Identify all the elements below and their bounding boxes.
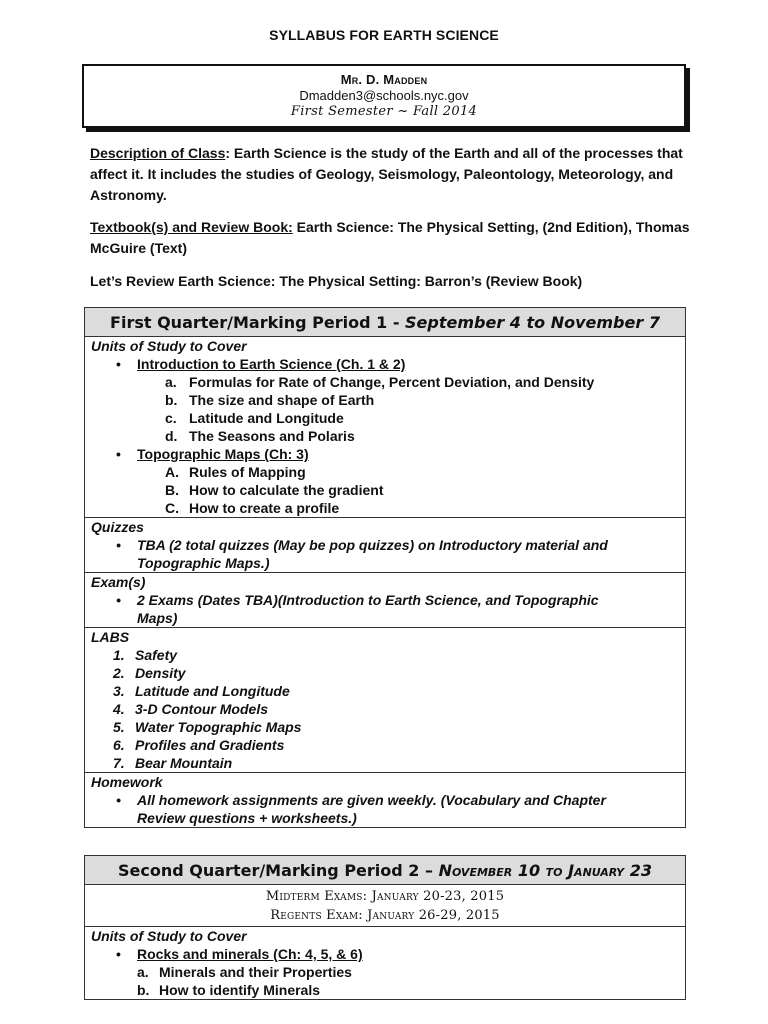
review-book: Let’s Review Earth Science: The Physical Setting: Barron’s (Review Book) <box>90 273 583 289</box>
lab-item-label: 2. <box>113 665 125 681</box>
lab-item-6 <box>85 736 685 754</box>
unit2-subtopic-label: B. <box>165 482 179 498</box>
q2-unit1-subtopic-text: How to identify Minerals <box>159 982 321 998</box>
teacher-info-box <box>82 64 686 128</box>
unit2-subtopic-text: How to create a profile <box>189 500 340 516</box>
midterm-exams: Midterm Exams: January 20-23, 2015 <box>265 889 505 904</box>
q2-unit1-subtopic-1 <box>85 963 685 981</box>
unit2-subtopic-label: C. <box>165 500 179 516</box>
unit2-subtopic-1 <box>85 463 685 481</box>
quizzes-text: • TBA (2 total quizzes (May be pop quizzes) on Introductory material and Topographic Maps.) <box>85 536 685 572</box>
lab-item-4 <box>85 700 685 718</box>
description-label: Description of Class <box>90 145 226 161</box>
regents-exam: Regents Exam: January 26-29, 2015 <box>270 908 500 923</box>
exams-row <box>85 573 685 628</box>
unit2-subtopic-2 <box>85 481 685 499</box>
lab-item-text: Profiles and Gradients <box>135 737 285 753</box>
lab-item-2 <box>85 664 685 682</box>
q2-units-title: Units of Study to Cover <box>91 928 247 944</box>
lab-item-text: Density <box>135 665 186 681</box>
first-quarter-section <box>84 307 686 828</box>
unit2-items <box>85 463 685 517</box>
units-of-study-row <box>85 337 685 518</box>
exams-text: • 2 Exams (Dates TBA)(Introduction to Earth Science, and Topographic Maps) <box>85 591 685 627</box>
unit1-subtopic-text: Formulas for Rate of Change, Percent Deviation, and Density <box>189 374 595 390</box>
lab-item-text: Bear Mountain <box>135 755 233 771</box>
labs-list <box>85 646 685 772</box>
document-title: SYLLABUS FOR EARTH SCIENCE <box>269 27 499 43</box>
lab-item-5 <box>85 718 685 736</box>
unit1-subtopic-text: The Seasons and Polaris <box>189 428 355 444</box>
teacher-email: Dmadden3@schools.nyc.gov <box>299 88 469 103</box>
unit1-subtopic-label: b. <box>165 392 178 408</box>
unit1-subtopic-1 <box>85 373 685 391</box>
lab-item-label: 3. <box>113 683 125 699</box>
q2-unit1-items <box>85 963 685 999</box>
textbook-label: Textbook(s) and Review Book: <box>90 219 293 235</box>
unit1-subtopic-4 <box>85 427 685 445</box>
lab-item-1 <box>85 646 685 664</box>
lab-item-text: Safety <box>135 647 178 663</box>
unit-intro-earth-science: • Introduction to Earth Science (Ch. 1 & 2) <box>85 355 685 373</box>
labs-title: LABS <box>91 629 130 645</box>
unit1-subtopic-text: The size and shape of Earth <box>189 392 375 408</box>
textbook-text: Earth Science: The Physical Setting, (2nd Edition), Thomas McGuire (Text) <box>90 219 690 256</box>
unit1-subtopic-3 <box>85 409 685 427</box>
second-quarter-heading <box>85 856 685 885</box>
unit-rocks-minerals: • Rocks and minerals (Ch: 4, 5, & 6) <box>85 945 685 963</box>
unit2-subtopic-label: A. <box>165 464 179 480</box>
units-title: Units of Study to Cover <box>91 338 247 354</box>
lab-item-label: 1. <box>113 647 125 663</box>
unit1-subtopic-label: d. <box>165 428 178 444</box>
homework-row <box>85 773 685 827</box>
quizzes-title: Quizzes <box>91 519 144 535</box>
unit1-subtopic-text: Latitude and Longitude <box>189 410 344 426</box>
unit-topographic-maps: • Topographic Maps (Ch: 3) <box>85 445 685 463</box>
lab-item-text: 3-D Contour Models <box>135 701 268 717</box>
second-quarter-title: Second Quarter/Marking Period 2 – <box>118 861 439 880</box>
exams-title: Exam(s) <box>91 574 146 590</box>
homework-text: • All homework assignments are given weekly. (Vocabulary and Chapter Review questions + worksheets.) <box>85 791 685 827</box>
q2-unit1-subtopic-text: Minerals and their Properties <box>159 964 352 980</box>
unit2-subtopic-3 <box>85 499 685 517</box>
unit1-items <box>85 373 685 445</box>
exam-dates-row <box>85 885 685 927</box>
teacher-name: Mr. D. Madden <box>340 72 428 87</box>
quizzes-row <box>85 518 685 573</box>
second-quarter-dates: November 10 to January 23 <box>438 861 652 880</box>
first-quarter-heading <box>85 308 685 337</box>
unit1-subtopic-label: c. <box>165 410 177 426</box>
homework-title: Homework <box>91 774 163 790</box>
unit1-subtopic-2 <box>85 391 685 409</box>
labs-row <box>85 628 685 773</box>
q2-unit1-subtopic-label: a. <box>137 964 149 980</box>
q2-unit1-subtopic-2 <box>85 981 685 999</box>
lab-item-label: 4. <box>113 701 125 717</box>
lab-item-7 <box>85 754 685 772</box>
unit1-subtopic-label: a. <box>165 374 177 390</box>
first-quarter-dates: September 4 to November 7 <box>405 313 660 332</box>
lab-item-text: Water Topographic Maps <box>135 719 302 735</box>
lab-item-text: Latitude and Longitude <box>135 683 290 699</box>
q2-units-row <box>85 927 685 999</box>
first-quarter-title: First Quarter/Marking Period 1 - <box>110 313 406 332</box>
teacher-term: First Semester ~ Fall 2014 <box>290 104 478 119</box>
lab-item-label: 5. <box>113 719 125 735</box>
lab-item-3 <box>85 682 685 700</box>
lab-item-label: 6. <box>113 737 125 753</box>
description-text: : Earth Science is the study of the Earth and all of the processes that affect it. It includes the studies of Geology, Seismology, Paleontology, Meteorology, and Astronomy. <box>90 145 683 203</box>
q2-unit1-subtopic-label: b. <box>137 982 150 998</box>
textbook-info <box>90 217 690 259</box>
second-quarter-section <box>84 855 686 1000</box>
unit2-subtopic-text: Rules of Mapping <box>189 464 306 480</box>
unit2-subtopic-text: How to calculate the gradient <box>189 482 384 498</box>
class-description <box>90 143 690 206</box>
lab-item-label: 7. <box>113 755 125 771</box>
